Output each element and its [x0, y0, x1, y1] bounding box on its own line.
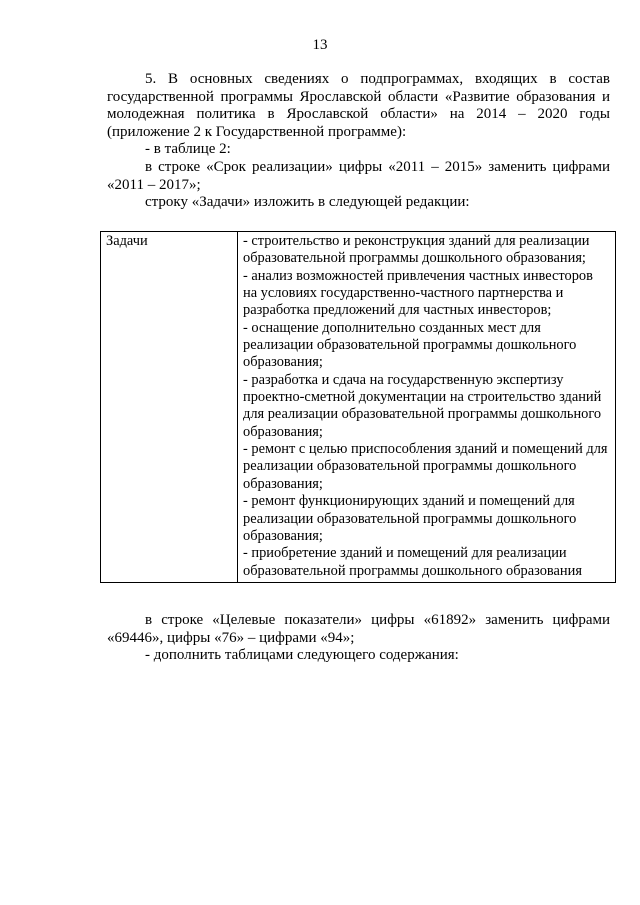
- intro-section: [107, 71, 610, 212]
- task-item: - оснащение дополнительно созданных мест для реализации образовательной программы дошкольного образования;: [243, 319, 577, 371]
- intro-paragraph-1: 5. В основных сведениях о подпрограммах, входящих в состав государственной программы Ярославской области «Развитие образования и молодежная политика в Ярославской области» на 2014 – 2020 годы (приложение 2 к Государственной программе):: [107, 71, 610, 140]
- page-number: 13: [312, 37, 328, 53]
- table-row: [101, 232, 616, 583]
- task-item: - ремонт с целью приспособления зданий и помещений для реализации образовательной программы дошкольного образования;: [243, 441, 608, 492]
- intro-paragraph-4: строку «Задачи» изложить в следующей редакции:: [145, 194, 470, 211]
- tasks-content-cell: [238, 232, 616, 583]
- intro-paragraph-2: - в таблице 2:: [145, 141, 231, 158]
- after-paragraph-2: - дополнить таблицами следующего содержания:: [145, 647, 459, 664]
- task-item: - строительство и реконструкция зданий для реализации образовательной программы дошкольного образования;: [243, 233, 590, 267]
- after-paragraph-1: в строке «Целевые показатели» цифры «61892» заменить цифрами «69446», цифры «76» – цифрами «94»;: [107, 612, 610, 646]
- task-item: - ремонт функционирующих зданий и помещений для реализации образовательной программы дошкольного образования;: [243, 493, 577, 544]
- tasks-label-cell: Задачи: [101, 232, 238, 583]
- task-item: - разработка и сдача на государственную экспертизу проектно-сметной документации на строительство зданий для реализации образовательной программы дошкольного образования;: [243, 371, 602, 440]
- after-section: [107, 612, 610, 665]
- intro-paragraph-3: в строке «Срок реализации» цифры «2011 – 2015» заменить цифрами «2011 – 2017»;: [107, 158, 610, 193]
- task-item: - анализ возможностей привлечения частных инвесторов на условиях государственно-частного партнерства и разработка предложений для частных инвесторов;: [243, 267, 593, 319]
- task-item: - приобретение зданий и помещений для реализации образовательной программы дошкольного образования: [243, 545, 582, 579]
- tasks-table: [100, 231, 616, 583]
